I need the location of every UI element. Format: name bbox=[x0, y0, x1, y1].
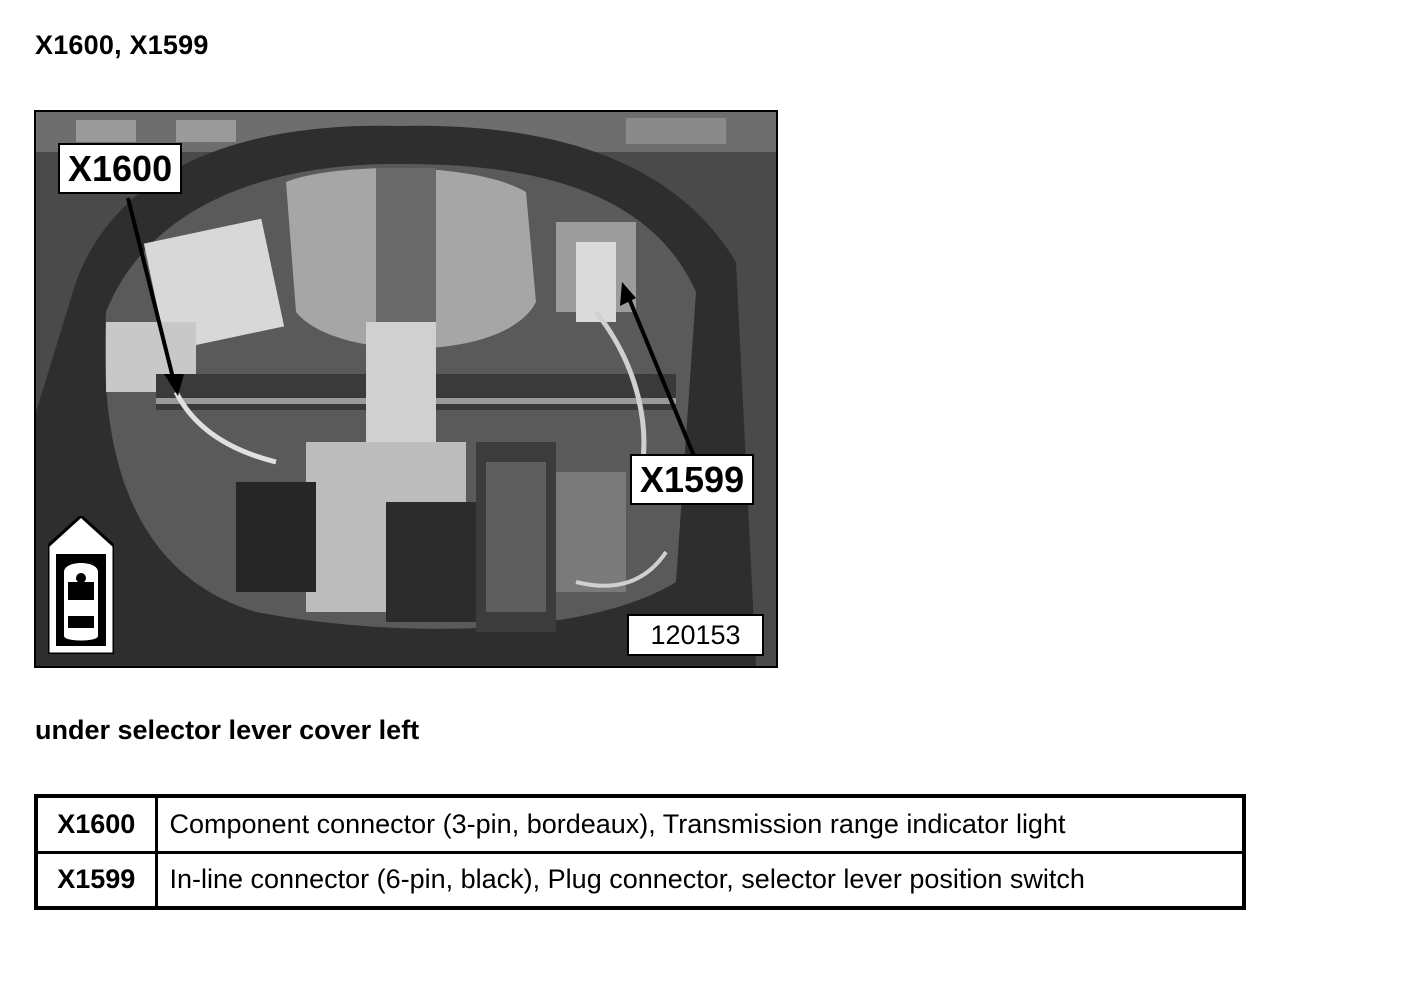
figure-number: 120153 bbox=[627, 614, 764, 656]
callout-x1599: X1599 bbox=[630, 454, 754, 505]
table-row bbox=[36, 796, 1244, 852]
connector-code: X1600 bbox=[36, 796, 156, 852]
location-caption: under selector lever cover left bbox=[35, 715, 420, 745]
callout-x1600: X1600 bbox=[58, 143, 182, 194]
photo-illustration bbox=[36, 112, 776, 666]
table-row bbox=[36, 852, 1244, 908]
connector-code: X1599 bbox=[36, 852, 156, 908]
vehicle-location-icon bbox=[48, 516, 114, 654]
connector-description: Component connector (3-pin, bordeaux), Transmission range indicator light bbox=[156, 796, 1244, 852]
connector-table bbox=[34, 794, 1246, 910]
page-title: X1600, X1599 bbox=[35, 30, 209, 60]
connector-description: In-line connector (6-pin, black), Plug connector, selector lever position switch bbox=[156, 852, 1244, 908]
